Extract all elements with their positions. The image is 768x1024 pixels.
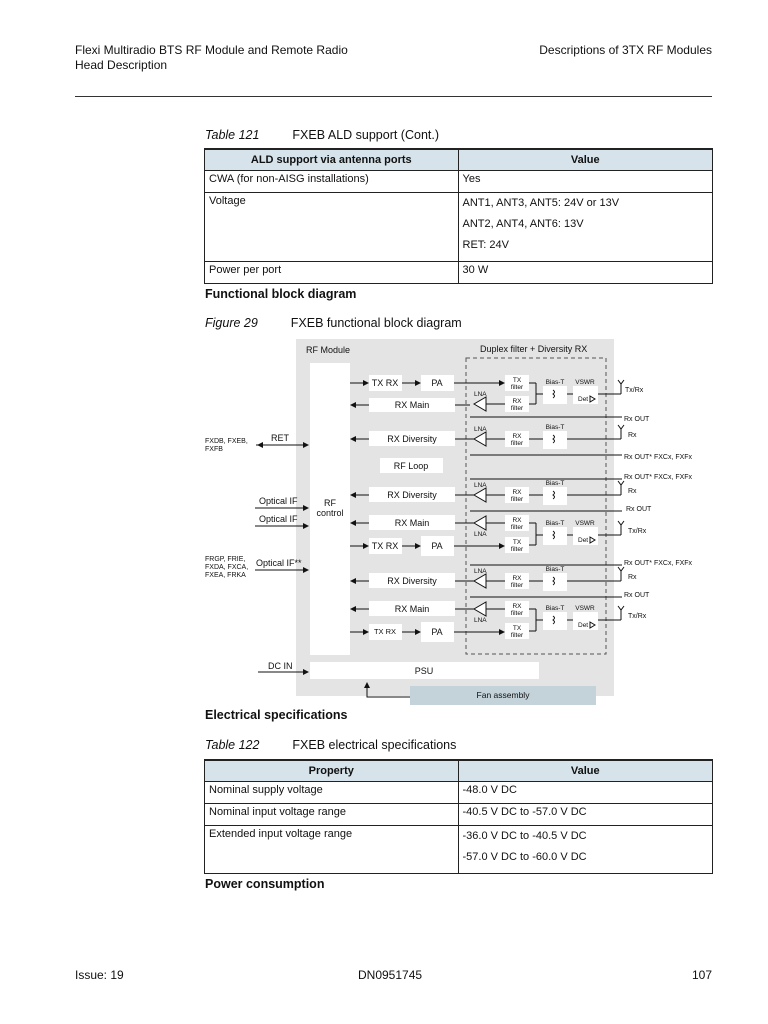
rx-filter-label: RX [512,489,522,496]
tx-rx-label: TX RX [371,541,399,551]
rx-filter-label: filter [510,582,524,589]
lna-label: LNA [474,482,487,489]
value-line: ANT2, ANT4, ANT6: 13V [462,218,584,230]
section-heading-block-diagram: Functional block diagram [205,287,357,301]
rx-filter-label: filter [510,524,524,531]
rx-main-label: RX Main [394,518,430,528]
value-line: -36.0 V DC to -40.5 V DC [462,830,587,842]
rx-diversity-label: RX Diversity [387,434,437,444]
port-label: Tx/Rx [628,613,647,620]
unit-list-label: FXEA, FRKA [205,572,246,579]
bias-t-label: Bias-T [545,424,565,431]
tx-filter-label: filter [510,546,524,553]
vswr-label: VSWR [575,605,595,612]
column-header: Value [458,149,712,171]
property-cell: Voltage [205,193,459,262]
header-title-line2: Head Description [75,58,168,72]
value-cell: -40.5 V DC to -57.0 V DC [458,804,712,826]
pa-label: PA [431,627,443,637]
rf-loop-label: RF Loop [393,461,429,471]
table122-title: FXEB electrical specifications [292,738,457,752]
table122-caption [205,738,456,752]
rx-main-label: RX Main [394,604,430,614]
rx-diversity-label: RX Diversity [387,490,437,500]
port-label: Rx OUT* FXCx, FXFx [624,474,693,481]
table-row [205,782,713,804]
column-header: Property [205,760,459,782]
section-heading-electrical: Electrical specifications [205,708,348,722]
vswr-label: VSWR [575,520,595,527]
value-cell: -48.0 V DC [458,782,712,804]
tx-filter-label: TX [512,625,522,632]
rx-filter-label: filter [510,610,524,617]
bias-t-label: Bias-T [545,605,565,612]
value-cell: Yes [458,171,712,193]
fan-assembly-label: Fan assembly [476,690,530,700]
port-label: Rx OUT [626,506,652,513]
port-label: Rx OUT [624,592,650,599]
footer-doc-number: DN0951745 [358,968,423,982]
rx-filter-label: RX [512,433,522,440]
port-label: Rx OUT* FXCx, FXFx [624,560,693,567]
value-line: -57.0 V DC to -60.0 V DC [462,851,587,863]
bias-t-label: Bias-T [545,480,565,487]
footer-page-number: 107 [691,968,712,982]
table122-label: Table 122 [205,738,260,752]
value-line: ANT1, ANT3, ANT5: 24V or 13V [462,197,620,209]
table-header-row [205,760,713,782]
unit-list-label: FRGP, FRIE, [205,556,246,563]
det-label: Det [578,622,589,629]
det-label: Det [578,537,589,544]
port-label: Rx [628,574,637,581]
lna-label: LNA [474,391,487,398]
pa-label: PA [431,541,443,551]
table121-label: Table 121 [205,128,260,142]
property-cell: Nominal supply voltage [205,782,459,804]
section-heading-power: Power consumption [205,877,325,891]
port-label: Tx/Rx [628,528,647,535]
vswr-label: VSWR [575,379,595,386]
unit-list-label: FXDA, FXCA, [205,564,249,571]
port-label: Rx [628,432,637,439]
lna-label: LNA [474,426,487,433]
port-label: Rx [628,488,637,495]
bias-t-label: Bias-T [545,520,565,527]
column-header: ALD support via antenna ports [205,149,459,171]
tx-filter-label: filter [510,384,524,391]
lna-label: LNA [474,568,487,575]
port-label: Rx OUT* FXCx, FXFx [624,454,693,461]
pa-label: PA [431,378,443,388]
property-cell: Nominal input voltage range [205,804,459,826]
psu-label: PSU [414,666,434,676]
property-cell: CWA (for non-AISG installations) [205,171,459,193]
figure29-title: FXEB functional block diagram [290,316,462,330]
footer-issue: Issue: 19 [75,968,124,982]
property-cell: Extended input voltage range [205,826,459,874]
lna-label: LNA [474,617,487,624]
duplex-filter-label: Duplex filter + Diversity RX [480,344,588,354]
dc-in-label: DC IN [268,661,293,671]
rf-control-label: control [316,508,344,518]
tx-rx-label: TX RX [371,378,399,388]
optical-if-label: Optical IF [259,514,298,524]
table-row [205,826,713,874]
column-header: Value [458,760,712,782]
doc-header-right: Descriptions of 3TX RF Modules [539,43,712,57]
unit-list-label: FXFB [205,446,223,453]
tx-filter-label: TX [512,539,522,546]
table-row [205,804,713,826]
optical-if-label: Optical IF [259,496,298,506]
unit-list-label: FXDB, FXEB, [205,438,248,445]
det-label: Det [578,396,589,403]
table122 [204,759,713,874]
port-label: Tx/Rx [625,387,644,394]
bias-t-label: Bias-T [545,379,565,386]
value-cell: 30 W [458,262,712,284]
rx-filter-label: RX [512,603,522,610]
rx-diversity-label: RX Diversity [387,576,437,586]
rx-filter-label: filter [510,496,524,503]
value-cell [458,826,712,874]
optical-if-label: Optical IF** [256,558,302,568]
tx-rx-label: TX RX [373,627,397,636]
lna-label: LNA [474,531,487,538]
bias-t-label: Bias-T [545,566,565,573]
rf-control-label: RF [324,498,336,508]
table121-title: FXEB ALD support (Cont.) [292,128,440,142]
rx-filter-label: filter [510,440,524,447]
rx-filter-label: filter [510,405,524,412]
property-cell: Power per port [205,262,459,284]
rx-filter-label: RX [512,517,522,524]
figure29-label: Figure 29 [205,316,258,330]
rf-module-label: RF Module [306,345,351,355]
ret-label: RET [271,433,289,443]
value-line: RET: 24V [462,239,509,251]
port-label: Rx OUT [624,416,650,423]
rx-main-label: RX Main [394,400,430,410]
tx-filter-label: TX [512,377,522,384]
rx-filter-label: RX [512,398,522,405]
rx-filter-label: RX [512,575,522,582]
header-title-line1: Flexi Multiradio BTS RF Module and Remote Radio [75,43,348,57]
tx-filter-label: filter [510,632,524,639]
